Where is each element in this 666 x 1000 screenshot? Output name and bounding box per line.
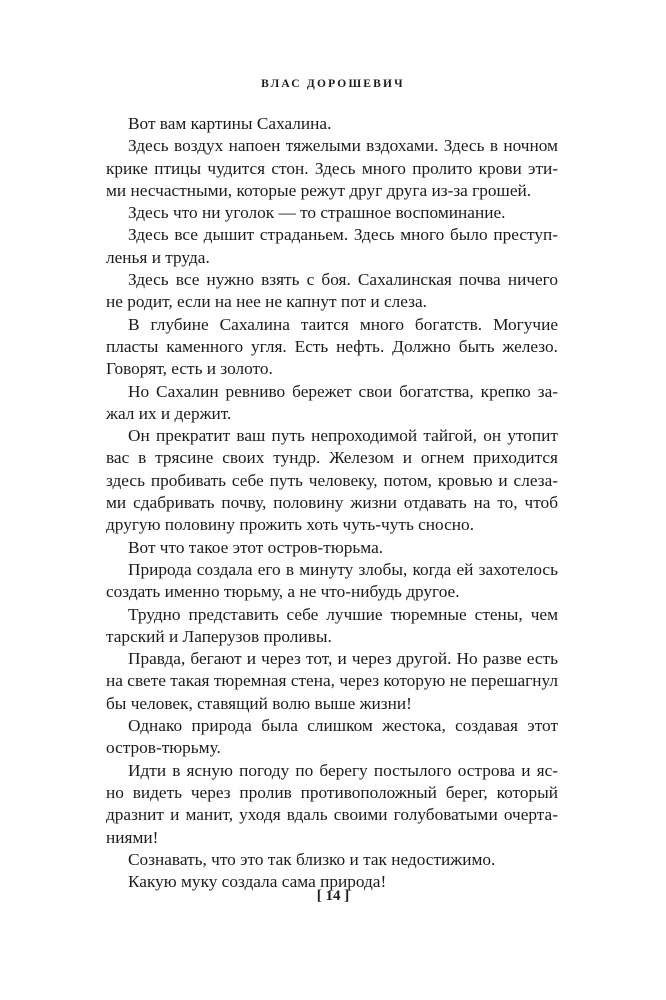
text-line: вас в трясине своих тундр. Железом и огнем приходится <box>106 448 558 468</box>
text-line: Вот вам картины Сахалина. <box>128 114 332 133</box>
text-line: пласты каменного угля. Есть нефть. Должно быть железо. <box>106 336 558 356</box>
text-line: ленья и труда. <box>106 247 210 267</box>
text-line: крике птицы чудится стон. Здесь много пролито крови эти- <box>106 158 558 178</box>
text-line: создать именно тюрьму, а не что-нибудь другое. <box>106 582 460 602</box>
text-line: но видеть через пролив противоположный берег, который <box>106 782 558 802</box>
text-line: Однако природа была слишком жестока, создавая этот <box>128 716 558 736</box>
text-line: на свете такая тюремная стена, через которую не перешагнул <box>106 671 558 691</box>
text-line: Здесь все дышит страданьем. Здесь много было преступ- <box>128 225 558 245</box>
text-line: Вот что такое этот остров-тюрьма. <box>128 537 384 557</box>
text-line: не родит, если на нее не капнут пот и слеза. <box>106 292 427 312</box>
text-line: бы человек, ставящий волю выше жизни! <box>106 693 412 713</box>
text-line: ми несчастными, которые режут друг друга из-за грошей. <box>106 180 532 200</box>
text-line: Говорят, есть и золото. <box>106 359 273 379</box>
text-line: дразнит и манит, уходя вдаль своими голубоватыми очерта- <box>106 805 558 825</box>
text-line: Он прекратит ваш путь непроходимой тайгой, он утопит <box>128 426 558 446</box>
text-line: ми сдабривать почву, половину жизни отдавать на то, чтоб <box>106 493 558 513</box>
text-line: Здесь воздух напоен тяжелыми вздохами. Здесь в ночном <box>128 136 558 156</box>
text-line: Здесь все нужно взять с боя. Сахалинская почва ничего <box>128 270 558 290</box>
text-line: В глубине Сахалина таится много богатств. Могучие <box>128 314 558 334</box>
text-line: остров-тюрьму. <box>106 738 221 758</box>
page-number: [ 14 ] <box>316 888 350 904</box>
running-head: ВЛАС ДОРОШЕВИЧ <box>261 78 405 90</box>
text-line: другую половину прожить хоть чуть-чуть сносно. <box>106 515 475 535</box>
text-line: Трудно представить себе лучшие тюремные стены, чем <box>128 604 558 624</box>
text-line: Природа создала его в минуту злобы, когда ей захотелось <box>128 559 558 579</box>
text-line: Правда, бегают и через тот, и через другой. Но разве есть <box>128 649 558 669</box>
text-line: Но Сахалин ревниво бережет свои богатства, крепко за- <box>128 381 558 401</box>
text-line: Здесь что ни уголок — то страшное воспоминание. <box>128 203 506 223</box>
body-text <box>106 113 558 893</box>
text-line: здесь пробивать себе путь человеку, потом, кровью и слеза- <box>106 470 558 490</box>
text-line: жал их и держит. <box>106 403 232 423</box>
text-line: Идти в ясную погоду по берегу постылого острова и яс- <box>128 760 558 780</box>
text-line: ниями! <box>106 827 159 847</box>
text-line: Сознавать, что это так близко и так недостижимо. <box>128 849 496 869</box>
text-line: тарский и Лаперузов проливы. <box>106 626 332 646</box>
text-line: Какую муку создала сама природа! <box>128 872 387 892</box>
